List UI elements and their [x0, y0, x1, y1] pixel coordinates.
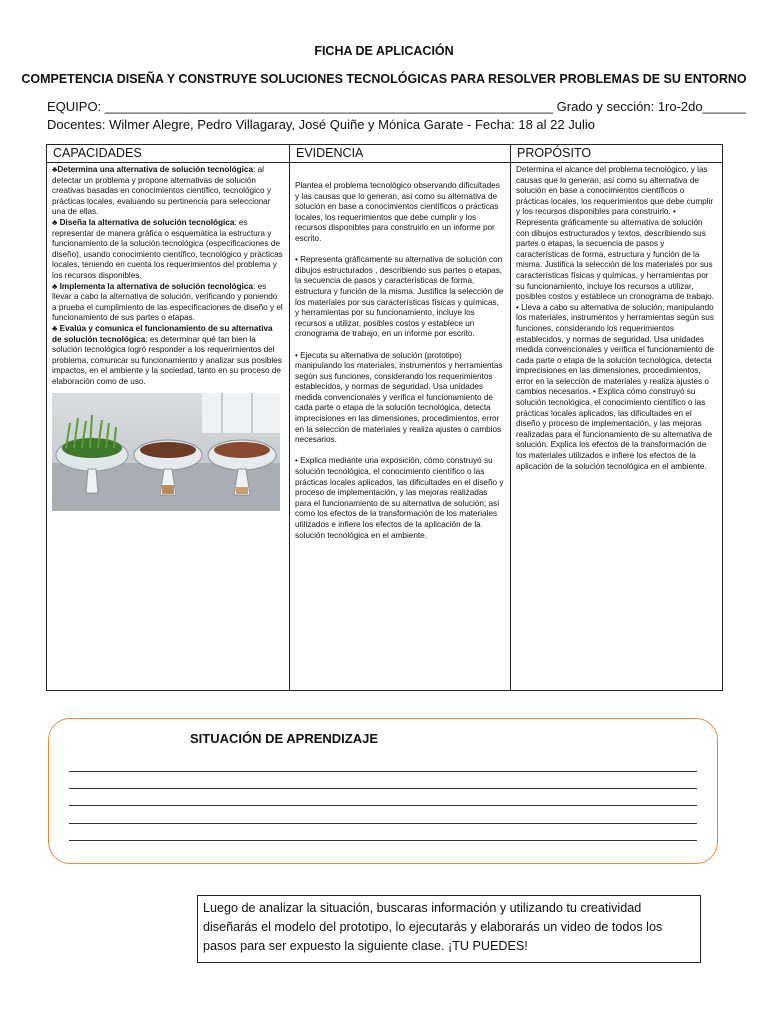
competencia-heading: COMPETENCIA DISEÑA Y CONSTRUYE SOLUCIONES TECNOLÓGICAS PARA RESOLVER PROBLEMAS DE SU ENTORNO	[21, 72, 747, 86]
competencias-table	[46, 144, 723, 691]
evidencia-item: • Explica mediante una exposición, cómo construyó su solución tecnológica, el conocimiento científico o las prácticas locales aplicados, las dificultades en el diseño y proceso de implementación, y las mejoras realizadas para el funcionamiento de su alternativa de solución; así como los efectos de la transformación de los materiales utilizados e infiere los efectos de la aplicación de la solución tecnológica en el ambiente.	[295, 456, 504, 540]
evidencia-item: • Representa gráficamente su alternativa de solución con dibujos estructurados , describiendo sus partes o etapas, la secuencia de pasos y características de forma, estructura y función de la misma. Justifica la selección de los materiales por sus características físicas y químicas, y herramientas por su funcionamiento, incluye los recursos a utilizar, posibles costos y establece un cronograma de trabajo, en un informe por escrito.	[295, 255, 504, 339]
instruction-box: Luego de analizar la situación, buscaras información y utilizando tu creatividad diseñarás el modelo del prototipo, lo ejecutarás y elaborarás un video de todos los pasos para ser expuesto la siguiente clase. ¡TU PUEDES!	[197, 895, 701, 963]
situacion-title: SITUACIÓN DE APRENDIZAJE	[189, 731, 379, 746]
answer-line[interactable]	[69, 823, 697, 824]
prototype-photo	[52, 393, 280, 511]
answer-line[interactable]	[69, 788, 697, 789]
header-proposito: PROPÓSITO	[511, 145, 723, 163]
evidencia-item: • Ejecuta su alternativa de solución (prototipo) manipulando los materiales, instrumentos y herramientas según sus funciones, considerando los requerimientos establecidos, y normas de seguridad. Usa unidades medida convencionales y verifica el funcionamiento de cada parte o etapa de la solución tecnológica, detecta imprecisiones en las dimensiones, procedimientos, error en la selección de materiales y realiza ajustes o cambios necesarios.	[295, 350, 503, 445]
capacidad-item: ♣ Implementa la alternativa de solución tecnológica: es llevar a cabo la alternativa de solución, verificando y poniendo a prueba el cumplimiento de las especificaciones de diseño y el funcionamiento de sus partes o etapas.	[52, 281, 283, 323]
equipo-line: EQUIPO: ______________________________________________________________ Grado y sección: 1ro-2do______	[47, 99, 747, 114]
capacidad-item: ♣ Evalúa y comunica el funcionamiento de su alternativa de solución tecnológica: es determinar qué tan bien la solución tecnológica logró responder a los requerimientos del problema, comunicar su funcionamiento y analizar sus posibles impactos, en el ambiente y la sociedad, tanto en su proceso de elaboración como de uso.	[52, 323, 282, 386]
situacion-box	[48, 718, 718, 864]
capacidad-item: ♣ Diseña la alternativa de solución tecnológica: es representar de manera gráfica o esquemática la estructura y funcionamiento de la solución tecnológica (especificaciones de diseño), usando conocimiento científico, tecnológico y prácticas locales, teniendo en cuenta los requerimientos del problema y los recursos disponibles.	[52, 217, 283, 280]
capacidad-item: ♣Determina una alternativa de solución tecnológica: al detectar un problema y propone alternativas de solución creativas basadas en conocimientos científico, tecnológico y prácticas locales, evaluando su pertinencia para seleccionar una de ellas.	[52, 165, 271, 217]
answer-line[interactable]	[69, 771, 697, 772]
header-capacidades: CAPACIDADES	[47, 145, 290, 163]
header-evidencia: EVIDENCIA	[290, 145, 511, 163]
capacidades-cell	[47, 163, 290, 691]
proposito-cell: Determina el alcance del problema tecnológico, y las causas que lo generan, así como su alternativa de solución en base a conocimientos científicos o prácticas locales, los requerimientos que debe cumplir y los recursos disponibles para construirlo. • Representa gráficamente su alternativa de solución con dibujos estructurados y textos, describiendo sus partes o etapas, la secuencia de pasos y características de forma, estructura y función de la misma. Justifica la selección de los materiales por sus características físicas y químicas, y herramientas por su funcionamiento, incluye los recursos a utilizar, posibles costos y establece un cronograma de trabajo. • Lleva a cabo su alternativa de solución, manipulando los materiales, instrumentos y herramientas según sus funciones, considerando los requerimientos establecidos, y normas de seguridad. Usa unidades medida convencionales y verifica el funcionamiento de cada parte o etapa de la solución tecnológica, detecta imprecisiones en las dimensiones, procedimientos, error en la selección de materiales y realiza ajustes o cambios necesarios. • Explica cómo construyó su solución tecnológica, el conocimiento científico o las prácticas locales aplicados, las dificultades en el diseño y proceso de implementación, y las mejoras realizadas para el funcionamiento de su alternativa de solución. Explica los efectos de la transformación de los materiales utilizados e infiere los efectos de la aplicación de la solución tecnológica en el ambiente.	[511, 163, 723, 691]
docentes-line: Docentes: Wilmer Alegre, Pedro Villagaray, José Quiñe y Mónica Garate - Fecha: 18 al 22 Julio	[47, 117, 595, 132]
evidencia-item: Plantea el problema tecnológico observando dificultades y las causas que lo generan, así como su alternativa de solución en base a conocimientos científicos o prácticas locales, los requerimientos que debe cumplir y los recursos disponibles para construirlo en un informe por escrito.	[295, 181, 500, 243]
answer-line[interactable]	[69, 805, 697, 806]
evidencia-cell	[290, 163, 511, 691]
page-title: FICHA DE APLICACIÓN	[314, 44, 454, 58]
answer-line[interactable]	[69, 840, 697, 841]
